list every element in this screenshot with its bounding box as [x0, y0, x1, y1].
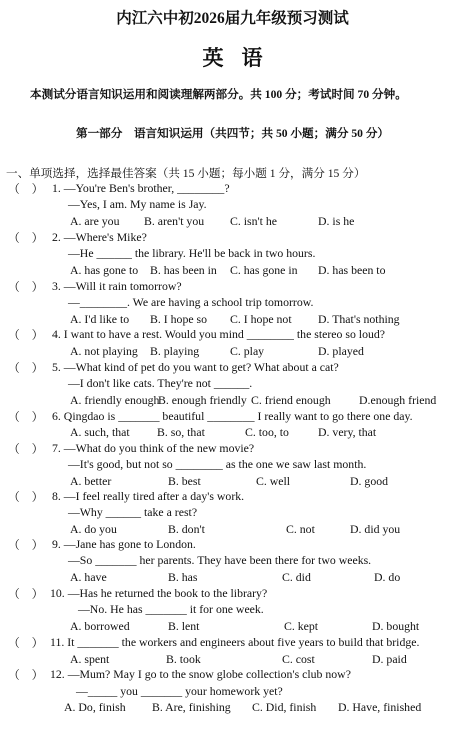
section-heading: 一、单项选择，选择最佳答案（共 15 小题；每小题 1 分，满分 15 分）: [6, 167, 366, 180]
question-stem-6: 6. Qingdao is _______ beautiful ________ I really want to go there one day.: [52, 409, 413, 423]
option-1-d[interactable]: D. is he: [318, 214, 355, 228]
option-11-b[interactable]: B. took: [166, 652, 201, 666]
answer-blank-8[interactable]: （ ）: [8, 490, 44, 504]
question-stem-3: 3. —Will it rain tomorrow?: [52, 279, 182, 293]
option-9-c[interactable]: C. did: [282, 570, 311, 584]
option-11-d[interactable]: D. paid: [372, 652, 407, 666]
answer-blank-11[interactable]: （ ）: [8, 636, 44, 650]
option-2-a[interactable]: A. has gone to: [70, 263, 139, 277]
option-9-b[interactable]: B. has: [168, 570, 198, 584]
question-stem-12: 12. —Mum? May I go to the snow globe collection's club now?: [50, 667, 351, 681]
answer-blank-3[interactable]: （ ）: [8, 280, 44, 294]
option-4-b[interactable]: B. playing: [150, 344, 200, 358]
option-9-d[interactable]: D. do: [374, 570, 401, 584]
option-3-d[interactable]: D. That's nothing: [318, 312, 400, 326]
option-8-d[interactable]: D. did you: [350, 522, 401, 536]
option-10-a[interactable]: A. borrowed: [70, 619, 130, 633]
question-stem-5: 5. —What kind of pet do you want to get? What about a cat?: [52, 360, 339, 374]
answer-blank-6[interactable]: （ ）: [8, 410, 44, 424]
option-3-a[interactable]: A. I'd like to: [70, 312, 130, 326]
option-6-d[interactable]: D. very, that: [318, 425, 377, 439]
question-dialogue-10: —No. He has _______ it for one week.: [78, 602, 264, 616]
option-10-d[interactable]: D. bought: [372, 619, 420, 633]
option-12-c[interactable]: C. Did, finish: [252, 700, 317, 714]
question-dialogue-5: —I don't like cats. They're not ______.: [68, 376, 253, 390]
option-12-d[interactable]: D. Have, finished: [338, 700, 422, 714]
question-stem-4: 4. I want to have a rest. Would you mind ________ the stereo so loud?: [52, 327, 386, 341]
option-1-b[interactable]: B. aren't you: [144, 214, 205, 228]
option-4-c[interactable]: C. play: [230, 344, 265, 358]
answer-blank-2[interactable]: （ ）: [8, 231, 44, 245]
answer-blank-10[interactable]: （ ）: [8, 587, 44, 601]
question-dialogue-7: —It's good, but not so ________ as the one we saw last month.: [68, 457, 367, 471]
answer-blank-9[interactable]: （ ）: [8, 538, 44, 552]
option-12-b[interactable]: B. Are, finishing: [152, 700, 231, 714]
answer-blank-1[interactable]: （ ）: [8, 182, 44, 196]
subject-heading: 英语: [202, 46, 281, 70]
answer-blank-4[interactable]: （ ）: [8, 328, 44, 342]
exam-intro: 本测试分语言知识运用和阅读理解两部分。共 100 分；考试时间 70 分钟。: [30, 88, 407, 101]
option-1-a[interactable]: A. are you: [70, 214, 120, 228]
option-8-b[interactable]: B. don't: [168, 522, 205, 536]
question-stem-1: 1. —You're Ben's brother, ________?: [52, 181, 230, 195]
option-11-c[interactable]: C. cost: [282, 652, 315, 666]
question-dialogue-1: —Yes, I am. My name is Jay.: [68, 197, 207, 211]
option-6-a[interactable]: A. such, that: [70, 425, 130, 439]
option-7-a[interactable]: A. better: [70, 474, 112, 488]
option-2-b[interactable]: B. has been in: [150, 263, 217, 277]
option-7-b[interactable]: B. best: [168, 474, 201, 488]
question-stem-9: 9. —Jane has gone to London.: [52, 537, 196, 551]
option-3-b[interactable]: B. I hope so: [150, 312, 208, 326]
question-dialogue-3: —________. We are having a school trip tomorrow.: [68, 295, 314, 309]
exam-title: 内江六中初2026届九年级预习测试: [116, 10, 349, 27]
answer-blank-12[interactable]: （ ）: [8, 668, 44, 682]
option-5-a[interactable]: A. friendly enough: [70, 393, 160, 407]
option-9-a[interactable]: A. have: [70, 570, 107, 584]
question-stem-2: 2. —Where's Mike?: [52, 230, 147, 244]
option-8-a[interactable]: A. do you: [70, 522, 117, 536]
answer-blank-7[interactable]: （ ）: [8, 442, 44, 456]
option-4-a[interactable]: A. not playing: [70, 344, 138, 358]
option-5-c[interactable]: C. friend enough: [251, 393, 331, 407]
option-10-c[interactable]: C. kept: [284, 619, 319, 633]
option-7-c[interactable]: C. well: [256, 474, 291, 488]
question-dialogue-9: —So _______ her parents. They have been there for two weeks.: [68, 553, 372, 567]
option-5-d[interactable]: D.enough friend: [359, 393, 437, 407]
option-6-b[interactable]: B. so, that: [157, 425, 205, 439]
option-10-b[interactable]: B. lent: [168, 619, 200, 633]
question-stem-8: 8. —I feel really tired after a day's work.: [52, 489, 245, 503]
option-5-b[interactable]: B. enough friendly: [158, 393, 247, 407]
option-7-d[interactable]: D. good: [350, 474, 389, 488]
option-12-a[interactable]: A. Do, finish: [64, 700, 126, 714]
part-heading: 第一部分 语言知识运用（共四节；共 50 小题；满分 50 分）: [75, 127, 390, 140]
option-1-c[interactable]: C. isn't he: [230, 214, 278, 228]
option-2-c[interactable]: C. has gone in: [230, 263, 298, 277]
question-stem-11: 11. It _______ the workers and engineers about five years to build that bridge.: [50, 635, 420, 649]
option-8-c[interactable]: C. not: [286, 522, 315, 536]
answer-blank-5[interactable]: （ ）: [8, 361, 44, 375]
option-3-c[interactable]: C. I hope not: [230, 312, 292, 326]
option-2-d[interactable]: D. has been to: [318, 263, 386, 277]
question-stem-7: 7. —What do you think of the new movie?: [52, 441, 255, 455]
question-dialogue-8: —Why ______ take a rest?: [68, 505, 198, 519]
option-4-d[interactable]: D. played: [318, 344, 364, 358]
option-11-a[interactable]: A. spent: [70, 652, 110, 666]
question-dialogue-2: —He ______ the library. He'll be back in two hours.: [68, 246, 316, 260]
question-dialogue-12: —_____ you _______ your homework yet?: [76, 684, 283, 698]
question-stem-10: 10. —Has he returned the book to the library?: [50, 586, 268, 600]
option-6-c[interactable]: C. too, to: [245, 425, 289, 439]
